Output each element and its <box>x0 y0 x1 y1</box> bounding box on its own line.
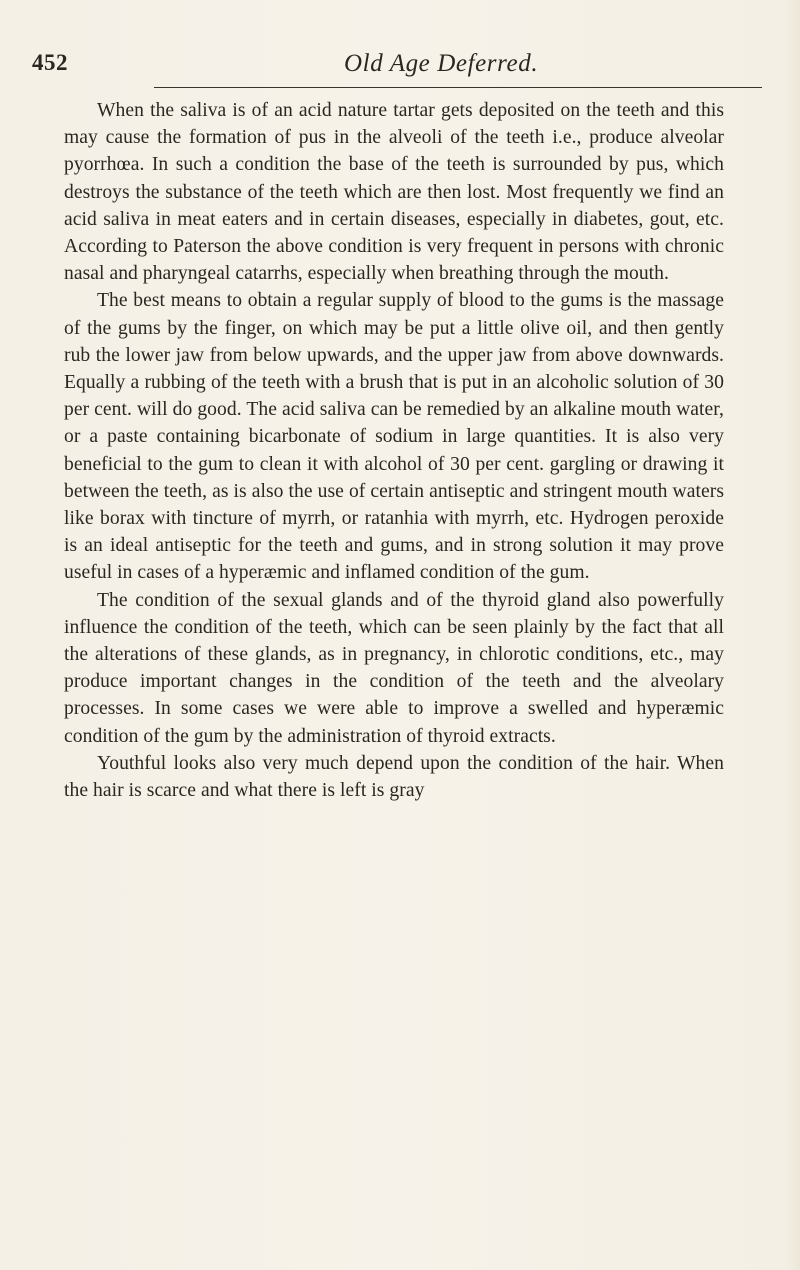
paragraph-4: Youthful looks also very much depend upon the condition of the hair. When the hair is scarce and what there is left is gray <box>64 752 724 802</box>
page-number: 452 <box>32 50 68 75</box>
paragraph-1: When the saliva is of an acid nature tartar gets deposited on the teeth and this may cause the formation of pus in the alveoli of the teeth i.e., produce alveolar pyorrhœa. In such a condition the base of the teeth is surrounded by pus, which destroys the substance of the teeth which are then lost. Most frequently we find an acid saliva in meat eaters and in certain diseases, especially in diabetes, gout, etc. According to Paterson the above condition is very frequent in persons with chronic nasal and pharyngeal catarrhs, especially when breathing through the mouth. <box>64 100 724 285</box>
header-rule <box>154 87 762 88</box>
paragraph-2: The best means to obtain a regular supply of blood to the gums is the massage of the gums by the finger, on which may be put a little olive oil, and then gently rub the lower jaw from below upwards, and the upper jaw from above downwards. Equally a rubbing of the teeth with a brush that is put in an alcoholic solution of 30 per cent. will do good. The acid saliva can be remedied by an alkaline mouth water, or a paste containing bicarbonate of sodium in large quantities. It is also very beneficial to the gum to clean it with alcohol of 30 per cent. gargling or drawing it between the teeth, as is also the use of certain antiseptic and stringent mouth waters like borax with tincture of myrrh, or ratanhia with myrrh, etc. Hydrogen peroxide is an ideal antiseptic for the teeth and gums, and in strong solution it may prove useful in cases of a hyperæmic and inflamed condition of the gum. <box>64 290 724 584</box>
body-text <box>64 97 724 804</box>
page-header <box>32 50 732 92</box>
page-edge-shadow <box>786 0 800 1270</box>
running-title: Old Age Deferred. <box>344 50 539 77</box>
paragraph-3: The condition of the sexual glands and of the thyroid gland also powerfully influence the condition of the teeth, which can be seen plainly by the fact that all the alterations of these glands, as in pregnancy, in chlorotic conditions, etc., may produce important changes in the condition of the teeth and the alveolary processes. In some cases we were able to improve a swelled and hyperæmic condition of the gum by the administration of thyroid extracts. <box>64 589 724 747</box>
